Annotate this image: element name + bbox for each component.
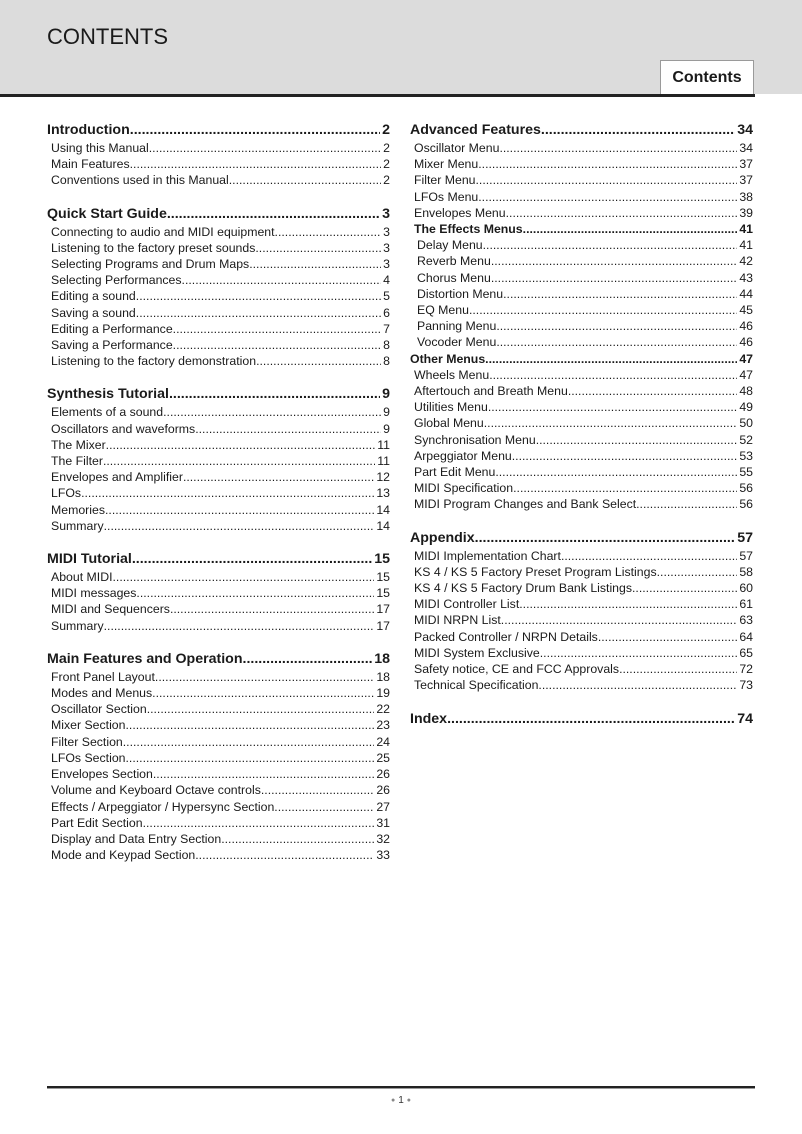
leader-dots: [561, 548, 737, 564]
leader-dots: [243, 650, 373, 669]
toc-entry[interactable]: EQ Menu ..... 45: [410, 302, 753, 318]
leader-dots: [496, 318, 737, 334]
leader-dots: [488, 399, 738, 415]
leader-dots: [195, 847, 374, 863]
toc-subheading[interactable]: The Effects Menus ..... 41: [410, 221, 753, 237]
leader-dots: [256, 353, 381, 369]
leader-dots: [540, 645, 738, 661]
toc-subheading[interactable]: Other Menus ..... 47: [410, 351, 753, 367]
toc-entry[interactable]: Delay Menu ..... 41: [410, 237, 753, 253]
leader-dots: [81, 485, 374, 501]
leader-dots: [275, 224, 382, 240]
leader-dots: [476, 172, 738, 188]
leader-dots: [261, 782, 374, 798]
toc-entry[interactable]: Mixer Menu ..... 37: [410, 156, 753, 172]
toc-entry[interactable]: Selecting Programs and Drum Maps ..... 3: [47, 256, 390, 272]
toc-heading[interactable]: Main Features and Operation ..... 18: [47, 650, 390, 669]
toc-section-synthesis-tutorial: [47, 385, 390, 534]
leader-dots: [512, 448, 738, 464]
toc-section-advanced-features: [410, 121, 753, 513]
toc-heading[interactable]: Index ..... 74: [410, 710, 753, 729]
header-divider: [0, 94, 755, 97]
leader-dots: [143, 815, 375, 831]
toc-entry[interactable]: Editing a sound ..... 5: [47, 288, 390, 304]
leader-dots: [536, 432, 738, 448]
toc-entry[interactable]: Envelopes Section ..... 26: [47, 766, 390, 782]
leader-dots: [173, 321, 381, 337]
leader-dots: [221, 831, 374, 847]
toc-entry[interactable]: Summary ..... 14: [47, 518, 390, 534]
leader-dots: [163, 404, 381, 420]
toc-section-index: [410, 710, 753, 729]
leader-dots: [136, 585, 374, 601]
toc-entry[interactable]: Listening to the factory demonstration ..... 8: [47, 353, 390, 369]
toc-entry[interactable]: The Mixer ..... 11: [47, 437, 390, 453]
leader-dots: [130, 121, 380, 140]
toc-entry[interactable]: Distortion Menu ..... 44: [410, 286, 753, 302]
toc-entry[interactable]: Selecting Performances ..... 4: [47, 272, 390, 288]
toc-heading[interactable]: Synthesis Tutorial ..... 9: [47, 385, 390, 404]
leader-dots: [155, 669, 374, 685]
bullet-icon: ●: [390, 1096, 396, 1104]
toc-entry[interactable]: Connecting to audio and MIDI equipment ..... 3: [47, 224, 390, 240]
leader-dots: [103, 453, 375, 469]
leader-dots: [104, 518, 375, 534]
leader-dots: [173, 337, 381, 353]
toc-entry[interactable]: Envelopes and Amplifier ..... 12: [47, 469, 390, 485]
toc-entry[interactable]: MIDI NRPN List ..... 63: [410, 612, 753, 628]
leader-dots: [153, 766, 374, 782]
toc-heading[interactable]: MIDI Tutorial ..... 15: [47, 550, 390, 569]
toc-entry[interactable]: Panning Menu ..... 46: [410, 318, 753, 334]
toc-entry[interactable]: Filter Menu ..... 37: [410, 172, 753, 188]
leader-dots: [169, 385, 380, 404]
leader-dots: [538, 677, 737, 693]
leader-dots: [104, 618, 375, 634]
toc-entry[interactable]: LFOs Menu ..... 38: [410, 189, 753, 205]
leader-dots: [149, 140, 381, 156]
leader-dots: [469, 302, 737, 318]
leader-dots: [113, 569, 375, 585]
toc-entry[interactable]: Chorus Menu ..... 43: [410, 270, 753, 286]
toc-entry[interactable]: Aftertouch and Breath Menu ..... 48: [410, 383, 753, 399]
toc-entry[interactable]: Mixer Section ..... 23: [47, 717, 390, 733]
toc-entry[interactable]: Part Edit Section ..... 31: [47, 815, 390, 831]
leader-dots: [506, 205, 738, 221]
leader-dots: [126, 717, 375, 733]
leader-dots: [519, 596, 737, 612]
toc-entry[interactable]: MIDI and Sequencers ..... 17: [47, 601, 390, 617]
bullet-icon: ●: [406, 1096, 412, 1104]
leader-dots: [632, 580, 737, 596]
leader-dots: [123, 734, 375, 750]
toc-section-quick-start: [47, 205, 390, 370]
leader-dots: [483, 237, 738, 253]
leader-dots: [182, 272, 382, 288]
section-tab-contents: Contents: [660, 60, 754, 95]
leader-dots: [619, 661, 737, 677]
leader-dots: [475, 529, 736, 548]
toc-entry[interactable]: Volume and Keyboard Octave controls ..... 26: [47, 782, 390, 798]
leader-dots: [503, 286, 737, 302]
leader-dots: [491, 253, 737, 269]
leader-dots: [478, 156, 737, 172]
leader-dots: [523, 221, 738, 237]
leader-dots: [657, 564, 738, 580]
toc-entry[interactable]: MIDI Program Changes and Bank Select ..... 56: [410, 496, 753, 512]
toc-entry[interactable]: Using this Manual ..... 2: [47, 140, 390, 156]
leader-dots: [132, 550, 372, 569]
leader-dots: [485, 351, 737, 367]
leader-dots: [541, 121, 735, 140]
toc-entry[interactable]: Memories ..... 14: [47, 502, 390, 518]
leader-dots: [147, 701, 375, 717]
leader-dots: [183, 469, 374, 485]
leader-dots: [106, 437, 376, 453]
toc-entry[interactable]: Utilities Menu ..... 49: [410, 399, 753, 415]
toc-entry[interactable]: Front Panel Layout ..... 18: [47, 669, 390, 685]
toc-entry[interactable]: Saving a sound ..... 6: [47, 305, 390, 321]
leader-dots: [484, 415, 738, 431]
toc-entry[interactable]: Wheels Menu ..... 47: [410, 367, 753, 383]
leader-dots: [489, 367, 737, 383]
toc-heading[interactable]: Advanced Features ..... 34: [410, 121, 753, 140]
leader-dots: [568, 383, 738, 399]
toc-left-column: [47, 121, 390, 879]
toc-entry[interactable]: Oscillator Section ..... 22: [47, 701, 390, 717]
toc-entry[interactable]: Editing a Performance ..... 7: [47, 321, 390, 337]
toc-section-midi-tutorial: [47, 550, 390, 634]
leader-dots: [249, 256, 381, 272]
leader-dots: [152, 685, 374, 701]
leader-dots: [255, 240, 381, 256]
toc-entry[interactable]: Technical Specification ..... 73: [410, 677, 753, 693]
leader-dots: [478, 189, 737, 205]
leader-dots: [598, 629, 737, 645]
leader-dots: [513, 480, 737, 496]
toc-entry[interactable]: Conventions used in this Manual ..... 2: [47, 172, 390, 188]
leader-dots: [274, 799, 374, 815]
toc-entry[interactable]: MIDI Specification ..... 56: [410, 480, 753, 496]
toc-entry[interactable]: MIDI messages ..... 15: [47, 585, 390, 601]
toc-entry[interactable]: MIDI Implementation Chart ..... 57: [410, 548, 753, 564]
leader-dots: [447, 710, 735, 729]
leader-dots: [105, 502, 374, 518]
leader-dots: [491, 270, 737, 286]
toc-entry[interactable]: Display and Data Entry Section ..... 32: [47, 831, 390, 847]
toc-section-introduction: [47, 121, 390, 189]
toc-entry[interactable]: Main Features ..... 2: [47, 156, 390, 172]
toc-entry[interactable]: KS 4 / KS 5 Factory Preset Program Listings ..... 58: [410, 564, 753, 580]
toc-heading[interactable]: Introduction ..... 2: [47, 121, 390, 140]
toc-entry[interactable]: Global Menu ..... 50: [410, 415, 753, 431]
toc-section-appendix: [410, 529, 753, 694]
toc-right-column: [410, 121, 753, 745]
toc-entry[interactable]: Oscillator Menu ..... 34: [410, 140, 753, 156]
leader-dots: [636, 496, 737, 512]
toc-entry[interactable]: Effects / Arpeggiator / Hypersync Section ..... 27: [47, 799, 390, 815]
toc-entry[interactable]: Synchronisation Menu ..... 52: [410, 432, 753, 448]
toc-entry[interactable]: LFOs ..... 13: [47, 485, 390, 501]
toc-entry[interactable]: MIDI System Exclusive ..... 65: [410, 645, 753, 661]
leader-dots: [495, 464, 737, 480]
page-number: ● 1 ●: [0, 1095, 802, 1106]
leader-dots: [501, 612, 738, 628]
leader-dots: [496, 334, 737, 350]
leader-dots: [126, 750, 375, 766]
toc-entry[interactable]: Arpeggiator Menu ..... 53: [410, 448, 753, 464]
toc-entry[interactable]: Summary ..... 17: [47, 618, 390, 634]
toc-entry[interactable]: MIDI Controller List ..... 61: [410, 596, 753, 612]
toc-entry[interactable]: Oscillators and waveforms ..... 9: [47, 421, 390, 437]
toc-entry[interactable]: Mode and Keypad Section ..... 33: [47, 847, 390, 863]
toc-heading[interactable]: Appendix ..... 57: [410, 529, 753, 548]
toc-entry[interactable]: Saving a Performance ..... 8: [47, 337, 390, 353]
leader-dots: [167, 205, 380, 224]
toc-entry[interactable]: Filter Section ..... 24: [47, 734, 390, 750]
page-title: CONTENTS: [47, 24, 168, 49]
toc-section-main-features: [47, 650, 390, 863]
footer-divider: [47, 1086, 755, 1089]
toc-entry[interactable]: Elements of a sound ..... 9: [47, 404, 390, 420]
toc-entry[interactable]: About MIDI ..... 15: [47, 569, 390, 585]
toc-entry[interactable]: Part Edit Menu ..... 55: [410, 464, 753, 480]
toc-entry[interactable]: Reverb Menu ..... 42: [410, 253, 753, 269]
leader-dots: [136, 288, 381, 304]
toc-entry[interactable]: Safety notice, CE and FCC Approvals ..... 72: [410, 661, 753, 677]
leader-dots: [130, 156, 382, 172]
leader-dots: [229, 172, 381, 188]
toc-entry[interactable]: Listening to the factory preset sounds ..... 3: [47, 240, 390, 256]
toc-heading[interactable]: Quick Start Guide ..... 3: [47, 205, 390, 224]
toc-entry[interactable]: Envelopes Menu ..... 39: [410, 205, 753, 221]
leader-dots: [195, 421, 381, 437]
toc-entry[interactable]: Vocoder Menu ..... 46: [410, 334, 753, 350]
toc-entry[interactable]: LFOs Section ..... 25: [47, 750, 390, 766]
leader-dots: [499, 140, 737, 156]
toc-entry[interactable]: Packed Controller / NRPN Details ..... 64: [410, 629, 753, 645]
toc-entry[interactable]: Modes and Menus ..... 19: [47, 685, 390, 701]
toc-entry[interactable]: KS 4 / KS 5 Factory Drum Bank Listings ..... 60: [410, 580, 753, 596]
leader-dots: [170, 601, 374, 617]
leader-dots: [136, 305, 381, 321]
toc-entry[interactable]: The Filter ..... 11: [47, 453, 390, 469]
